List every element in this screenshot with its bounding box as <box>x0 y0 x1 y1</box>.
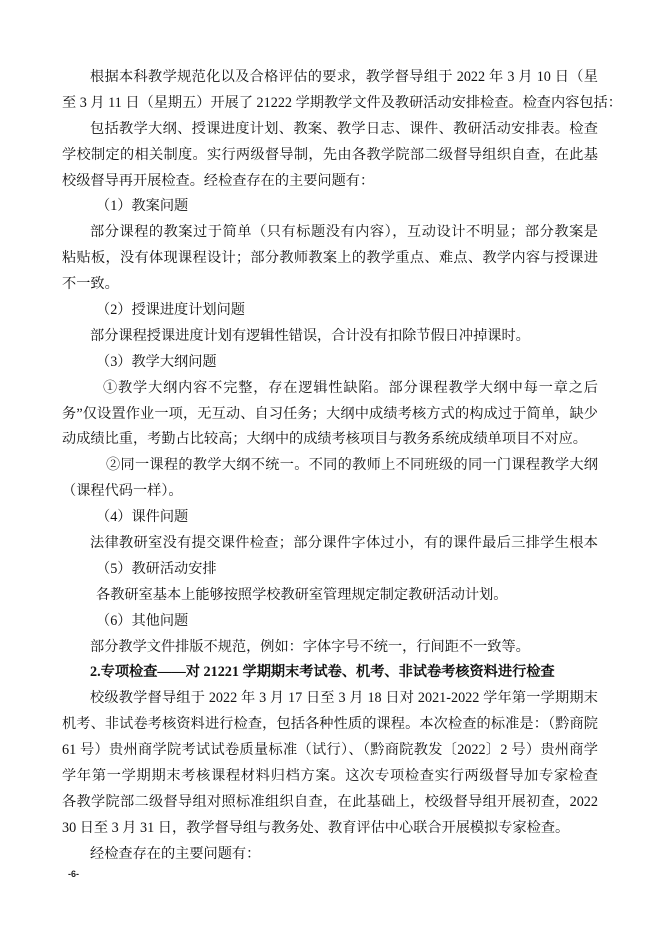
paragraph-line: 法律教研室没有提交课件检查；部分课件字体过小，有的课件最后三排学生根本 <box>90 535 598 552</box>
paragraph-line: 务”仅设置作业一项，无互动、自习任务；大纲中成绩考核方式的构成过于简单，缺少 <box>62 405 598 422</box>
document-body <box>62 65 622 868</box>
section-heading-4: （4）课件问题 <box>96 509 189 526</box>
paragraph-line: 粘贴板，没有体现课程设计；部分教师教案上的教学重点、难点、教学内容与授课进 <box>62 250 598 267</box>
paragraph-line: 30 日至 3 月 31 日，教学督导组与教务处、教育评估中心联合开展模拟专家检查。 <box>62 819 570 836</box>
section-heading-2: （2）授课进度计划问题 <box>96 302 245 319</box>
paragraph-line: 各教学院部二级督导组对照标准组织自查，在此基础上，校级督导组开展初查，2022 <box>62 793 598 810</box>
paragraph-line: 不一致。 <box>62 276 119 293</box>
paragraph-line: 各教研室基本上能够按照学校教研室管理规定制定教研活动计划。 <box>96 586 508 603</box>
paragraph-line: 动成绩比重，考勤占比较高；大纲中的成绩考核项目与教务系统成绩单项目不对应。 <box>62 431 587 448</box>
section-heading-6: （6）其他问题 <box>96 612 189 629</box>
paragraph-line: 根据本科教学规范化以及合格评估的要求，教学督导组于 2022 年 3 月 10 日（星 <box>90 69 598 85</box>
paragraph-line: 部分教学文件排版不规范，例如：字体字号不统一，行间距不一致等。 <box>90 638 530 655</box>
section-title-2: 2.专项检查——对 21221 学期期末考试卷、机考、非试卷考核资料进行检查 <box>90 664 555 681</box>
section-heading-3: （3）教学大纲问题 <box>96 353 217 370</box>
page-number: -6- <box>68 869 79 879</box>
paragraph-line: 机考、非试卷考核资料进行检查，包括各种性质的课程。本次检查的标准是：（黔商院 <box>62 716 598 733</box>
paragraph-line: ①教学大纲内容不完整，存在逻辑性缺陷。部分课程教学大纲中每一章之后 <box>103 379 598 396</box>
paragraph-line: 经检查存在的主要问题有： <box>90 845 261 862</box>
section-heading-1: （1）教案问题 <box>96 198 189 215</box>
paragraph-line: 部分课程授课进度计划有逻辑性错误，合计没有扣除节假日冲掉课时。 <box>90 327 530 344</box>
paragraph-line: 包括教学大纲、授课进度计划、教案、教学日志、课件、教研活动安排表。检查 <box>90 120 598 137</box>
section-heading-5: （5）教研活动安排 <box>96 560 217 577</box>
paragraph-line: 至 3 月 11 日（星期五）开展了 21222 学期教学文件及教研活动安排检查。检查内容包括： <box>62 94 622 111</box>
paragraph-line: 61 号）贵州商学院考试试卷质量标准（试行）、（黔商院教发〔2022〕2 号）贵州商学 <box>62 742 598 759</box>
paragraph-line: ②同一课程的教学大纲不统一。不同的教师上不同班级的同一门课程教学大纲 <box>106 457 598 474</box>
paragraph-line: 校级督导再开展检查。经检查存在的主要问题有： <box>62 172 375 189</box>
paragraph-line: 学校制定的相关制度。实行两级督导制，先由各教学院部二级督导组织自查，在此基 <box>62 146 598 163</box>
paragraph-line: （课程代码一样）。 <box>62 483 183 500</box>
paragraph-line: 学年第一学期期末考核课程材料归档方案。这次专项检查实行两级督导加专家检查 <box>62 768 598 785</box>
paragraph-line: 校级教学督导组于 2022 年 3 月 17 日至 3 月 18 日对 2021-2022 学年第一学期期末 <box>90 690 598 707</box>
paragraph-line: 部分课程的教案过于简单（只有标题没有内容），互动设计不明显；部分教案是 <box>90 224 598 241</box>
